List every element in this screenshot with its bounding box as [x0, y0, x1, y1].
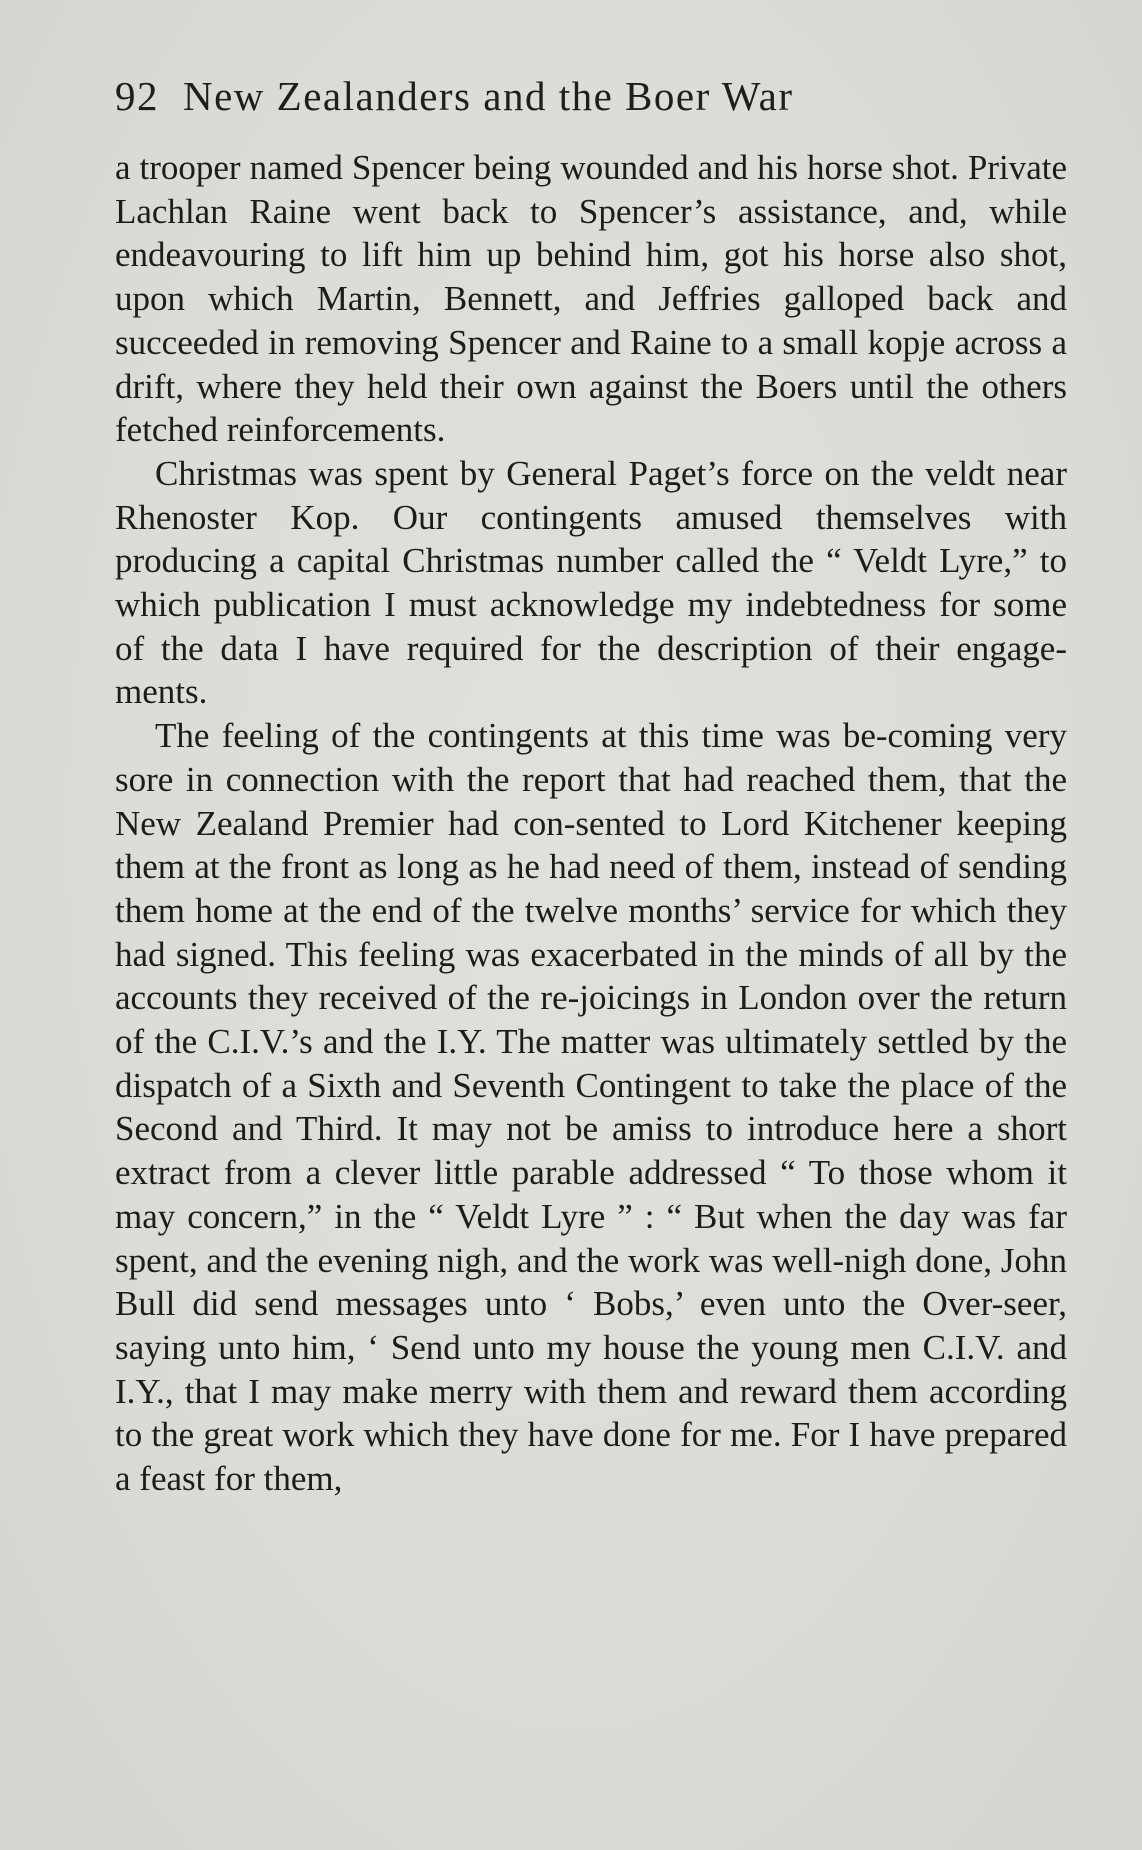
running-title: New Zealanders and the Boer War [183, 73, 794, 119]
paragraph-1: a trooper named Spencer being wounded and his horse shot. Private Lachlan Raine went back to Spencer’s assistance, and, while endeavouring to lift him up behind him, got his horse also shot, upon which Martin, Bennett, and Jeffries galloped back and succeeded in removing Spencer and Raine to a small kopje across a drift, where they held their own against the Boers until the others fetched reinforcements. [115, 148, 1067, 450]
paragraph-2: Christmas was spent by General Paget’s force on the veldt near Rhenoster Kop. Our contingents amused themselves with producing a capital Christmas number called the “ Veldt Lyre,” to which publication I must acknowledge my indebtedness for some of the data I have required for the description of their engage-ments. [115, 453, 1067, 712]
page-header [115, 72, 794, 120]
page-number: 92 [115, 73, 159, 119]
body-text [115, 146, 1067, 1501]
paragraph-3: The feeling of the contingents at this time was be-coming very sore in connection with the report that had reached them, that the New Zealand Premier had con-sented to Lord Kitchener keeping them at the front as long as he had need of them, instead of sending them home at the end of the twelve months’ service for which they had signed. This feeling was exacerbated in the minds of all by the accounts they received of the re-joicings in London over the return of the C.I.V.’s and the I.Y. The matter was ultimately settled by the dispatch of a Sixth and Seventh Contingent to take the place of the Second and Third. It may not be amiss to introduce here a short extract from a clever little parable addressed “ To those whom it may concern,” in the “ Veldt Lyre ” : “ But when the day was far spent, and the evening nigh, and the work was well-nigh done, John Bull did send messages unto ‘ Bobs,’ even unto the Over-seer, saying unto him, ‘ Send unto my house the young men C.I.V. and I.Y., that I may make merry with them and reward them according to the great work which they have done for me. For I have prepared a feast for them, [115, 716, 1067, 1499]
